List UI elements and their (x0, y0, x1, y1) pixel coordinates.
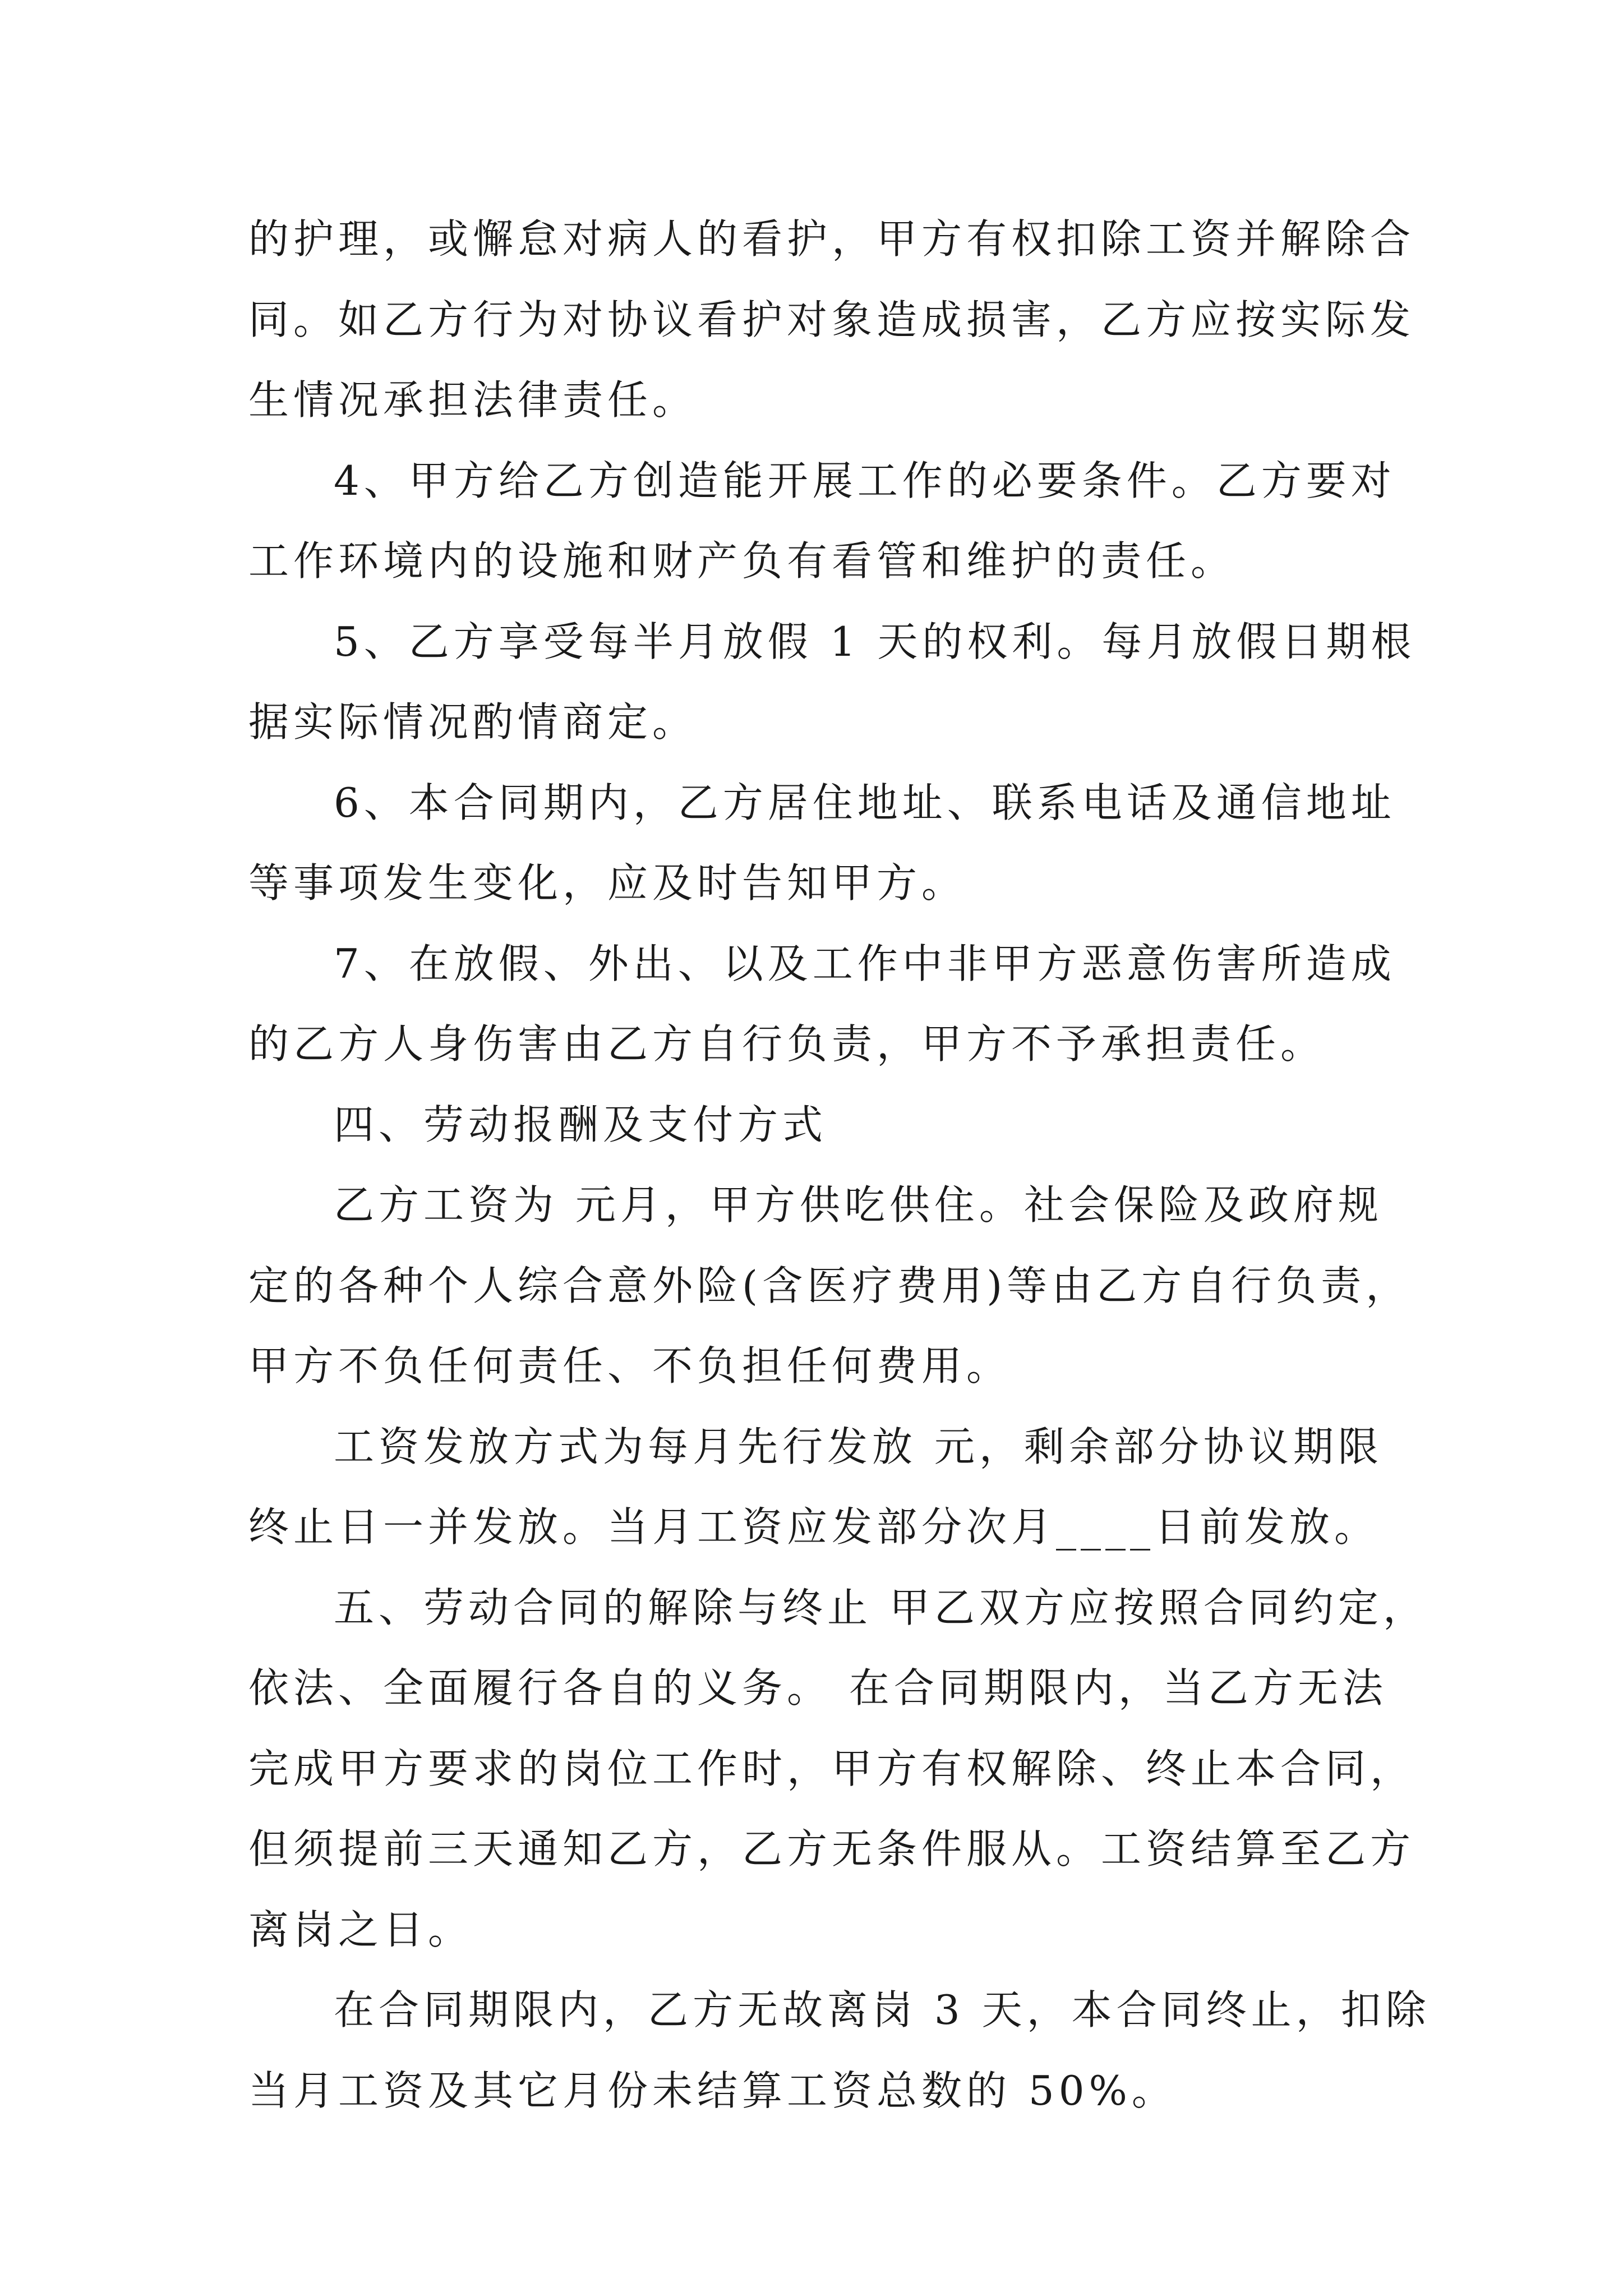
text-line: 甲方不负任何责任、不负担任何费用。 (248, 1342, 1012, 1389)
paragraph-clause-5 (248, 602, 1416, 763)
text-line: 据实际情况酌情商定。 (248, 698, 698, 746)
section-heading-compensation (248, 1085, 1376, 1166)
text-line: 的护理，或懈怠对病人的看护，甲方有权扣除工资并解除合 (248, 215, 1415, 263)
text-line: 等事项发生变化，应及时告知甲方。 (248, 859, 967, 907)
text-line: 离岗之日。 (248, 1906, 473, 1953)
text-line: 完成甲方要求的岗位工作时，甲方有权解除、终止本合同， (248, 1745, 1415, 1792)
text-line: 定的各种个人综合意外险(含医疗费用)等由乙方自行负责， (248, 1262, 1411, 1309)
document-body (248, 199, 1431, 2131)
text-line: 当月工资及其它月份未结算工资总数的 50%。 (248, 2067, 1177, 2114)
text-line: 的乙方人身伤害由乙方自行负责，甲方不予承担责任。 (248, 1020, 1326, 1068)
paragraph-termination (248, 1568, 1428, 1971)
paragraph-clause-6 (248, 763, 1396, 924)
text-line: 但须提前三天通知乙方，乙方无条件服从。工资结算至乙方 (248, 1825, 1415, 1872)
text-line: 依法、全面履行各自的义务。 在合同期限内，当乙方无法 (248, 1664, 1387, 1711)
text-line: 五、劳动合同的解除与终止 甲乙双方应按照合同约定， (334, 1584, 1428, 1631)
paragraph-absence-penalty (248, 1970, 1431, 2131)
paragraph-salary (248, 1165, 1411, 1407)
text-line: 工资发放方式为每月先行发放 元，剩余部分协议期限 (334, 1423, 1383, 1470)
text-line: 6、本合同期内，乙方居住地址、联系电话及通信地址 (334, 779, 1396, 826)
text-line: 生情况承担法律责任。 (248, 376, 698, 424)
section-heading: 四、劳动报酬及支付方式 (334, 1101, 828, 1148)
paragraph-care-duty (248, 199, 1415, 441)
text-line: 4、甲方给乙方创造能开展工作的必要条件。乙方要对 (334, 457, 1396, 504)
text-line: 同。如乙方行为对协议看护对象造成损害，乙方应按实际发 (248, 296, 1415, 343)
paragraph-clause-4 (248, 441, 1396, 602)
text-line: 工作环境内的设施和财产负有看管和维护的责任。 (248, 537, 1236, 585)
paragraph-payment-method (248, 1407, 1383, 1568)
text-line: 乙方工资为 元月，甲方供吃供住。社会保险及政府规 (334, 1181, 1383, 1228)
text-line: 在合同期限内，乙方无故离岗 3 天，本合同终止，扣除 (334, 1986, 1431, 2033)
paragraph-clause-7 (248, 924, 1396, 1085)
text-line: 5、乙方享受每半月放假 1 天的权利。每月放假日期根 (334, 618, 1416, 665)
text-line: 终止日一并发放。当月工资应发部分次月____日前发放。 (248, 1503, 1380, 1550)
text-line: 7、在放假、外出、以及工作中非甲方恶意伤害所造成 (334, 940, 1396, 987)
